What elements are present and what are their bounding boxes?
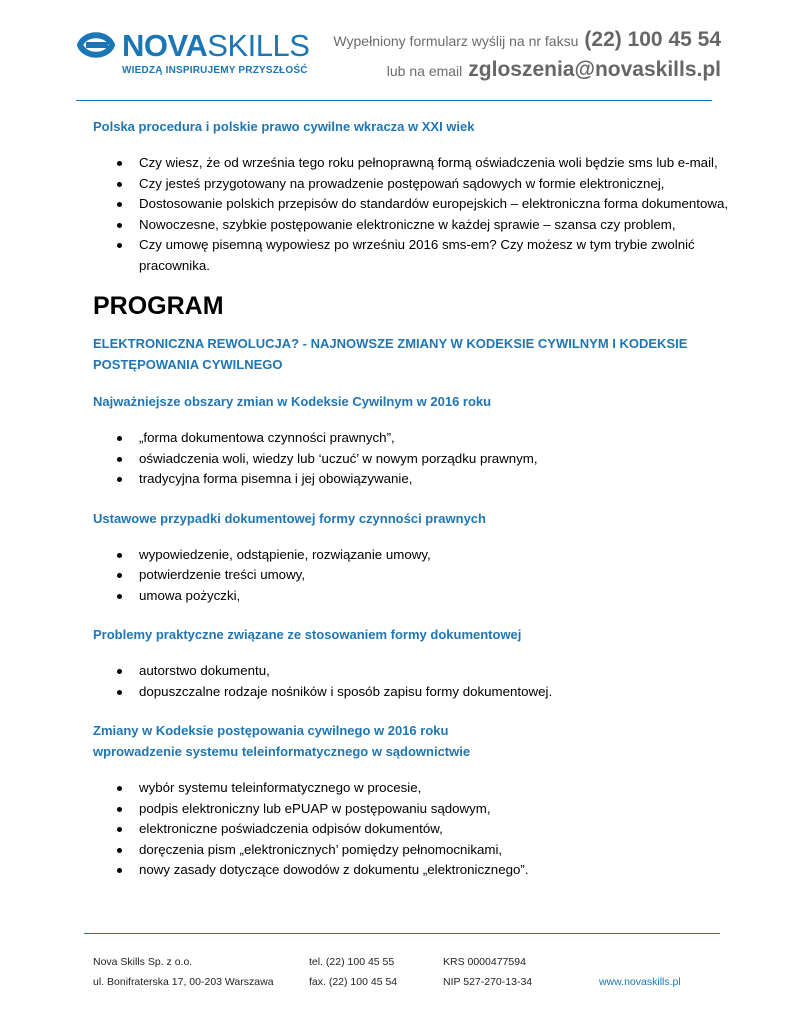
list-item: elektroniczne poświadczenia odpisów dokumentów, [93,819,733,840]
section-list [93,778,733,881]
program-subtitle [93,333,733,375]
main-content [93,116,733,881]
email-address[interactable]: zgloszenia@novaskills.pl [468,58,721,81]
list-item: Czy jesteś przygotowany na prowadzenie postępowań sądowych w formie elektronicznej, [93,174,733,195]
intro-heading: Polska procedura i polskie prawo cywilne wkracza w XXI wiek [93,119,475,134]
header-divider [76,100,712,101]
list-item: oświadczenia woli, wiedzy lub ‘uczuć’ w nowym porządku prawnym, [93,449,733,470]
section-list [93,428,733,490]
list-item: doręczenia pism „elektronicznych’ pomiędzy pełnomocnikami, [93,840,733,861]
footer-krs: KRS 0000477594 [443,956,526,968]
section-heading: Ustawowe przypadki dokumentowej formy czynności prawnych [93,510,486,526]
list-item: potwierdzenie treści umowy, [93,565,733,586]
logo-light-text: SKILLS [207,28,310,63]
email-label: lub na email [386,63,463,79]
footer-company-col [93,952,274,992]
list-item: Dostosowanie polskich przepisów do standardów europejskich – elektroniczna forma dokumentowa, [93,194,733,215]
footer-registry-col [443,952,532,992]
program-title: PROGRAM [93,292,224,320]
logo-bold-text: NOVA [122,28,208,63]
list-item: podpis elektroniczny lub ePUAP w postępowaniu sądowym, [93,799,733,820]
footer-address: ul. Bonifraterska 17, 00-203 Warszawa [93,976,274,988]
intro-list [93,153,733,276]
section-heading-line2: wprowadzenie systemu teleinformatycznego w sądownictwie [93,744,471,759]
fax-number: (22) 100 45 54 [584,28,721,51]
list-item: autorstwo dokumentu, [93,661,733,682]
program-subtitle-line1: ELEKTRONICZNA REWOLUCJA? - NAJNOWSZE ZMIANY W KODEKSIE CYWILNYM I KODEKSIE [93,336,688,351]
list-item: Czy umowę pisemną wypowiesz po wrześniu 2016 sms-em? Czy możesz w tym trybie zwolnić pracownika. [93,235,699,276]
list-item: dopuszczalne rodzaje nośników i sposób zapisu formy dokumentowej. [93,682,733,703]
logo-tagline: WIEDZĄ INSPIRUJEMY PRZYSZŁOŚĆ [122,65,308,76]
contact-info [333,28,721,88]
list-item: umowa pożyczki, [93,586,733,607]
list-item: nowy zasady dotyczące dowodów z dokumentu „elektronicznego”. [93,860,733,881]
list-item: wybór systemu teleinformatycznego w procesie, [93,778,733,799]
eye-logo-icon [76,28,116,62]
list-item: Czy wiesz, że od września tego roku pełnoprawną formą oświadczenia woli będzie sms lub e-mail, [93,153,733,174]
footer-website-link[interactable]: www.novaskills.pl [599,976,681,988]
list-item: „forma dokumentowa czynności prawnych”, [93,428,733,449]
section-heading-line1: Zmiany w Kodeksie postępowania cywilnego w 2016 roku [93,723,449,738]
section-list [93,661,733,702]
section-heading [93,720,733,762]
footer-web-col [599,972,681,992]
footer-tel: tel. (22) 100 45 55 [309,956,395,968]
footer-divider [84,933,720,934]
program-subtitle-line2: POSTĘPOWANIA CYWILNEGO [93,357,283,372]
footer-company: Nova Skills Sp. z o.o. [93,956,193,968]
section-heading: Najważniejsze obszary zmian w Kodeksie Cywilnym w 2016 roku [93,394,492,409]
list-item: wypowiedzenie, odstąpienie, rozwiązanie umowy, [93,545,733,566]
logo-wordmark [122,28,309,64]
footer-phone-col [309,952,397,992]
footer-nip: NIP 527-270-13-34 [443,976,533,988]
section-list [93,545,733,607]
novaskills-logo [76,28,316,78]
list-item: Nowoczesne, szybkie postępowanie elektroniczne w każdej sprawie – szansa czy problem, [93,215,733,236]
fax-label: Wypełniony formularz wyślij na nr faksu [333,33,579,49]
section-heading: Problemy praktyczne związane ze stosowaniem formy dokumentowej [93,627,522,642]
list-item: tradycyjna forma pisemna i jej obowiązywanie, [93,469,733,490]
footer-fax: fax. (22) 100 45 54 [309,976,398,988]
